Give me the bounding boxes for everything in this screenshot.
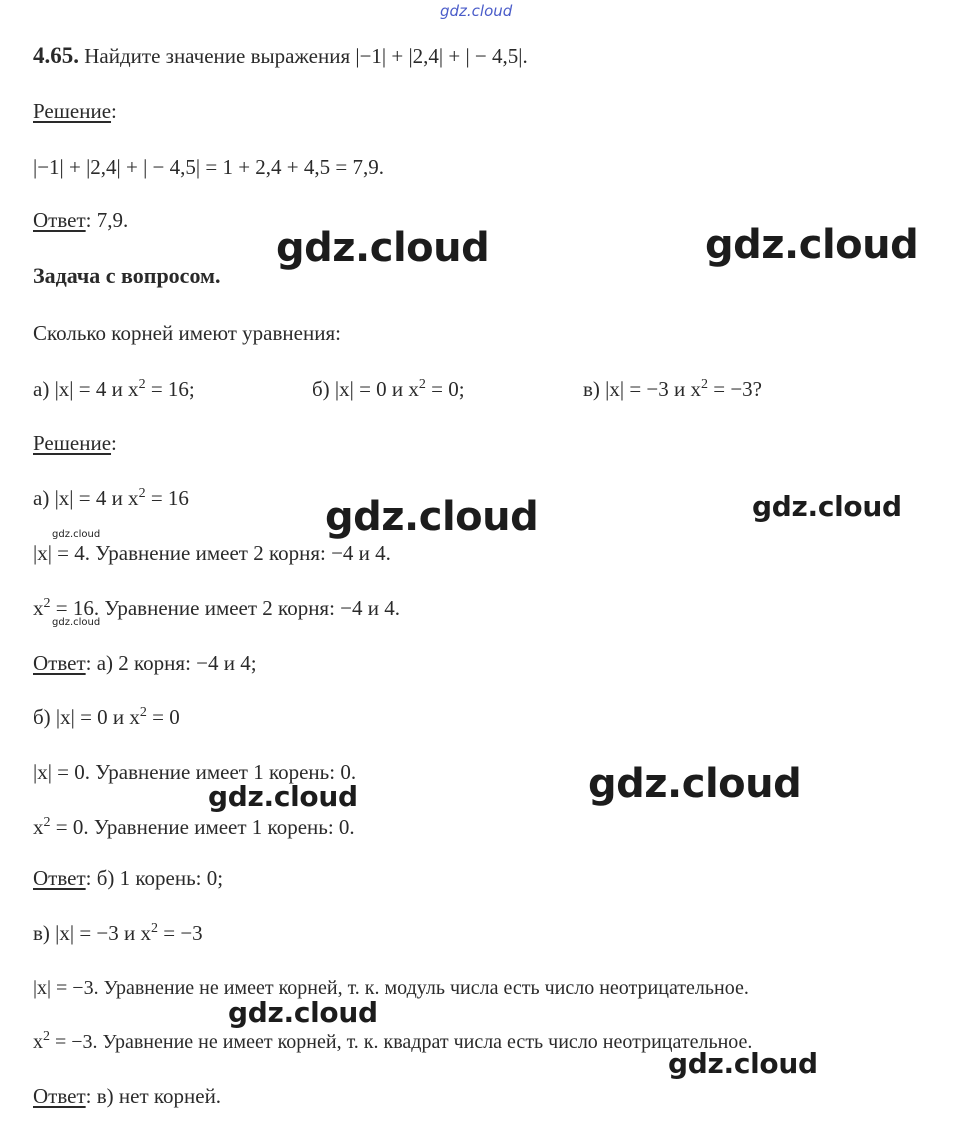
- watermark: gdz.cloud: [588, 761, 802, 807]
- watermark-small: gdz.cloud: [52, 617, 101, 628]
- solution-computation: |−1| + |2,4| + | − 4,5| = 1 + 2,4 + 4,5 = 7,9.: [33, 155, 384, 179]
- case-a-heading: а) |x| = 4 и $x^2 = 16$: [33, 486, 189, 510]
- task-heading: Задача с вопросом.: [33, 263, 221, 288]
- watermark: gdz.cloud: [276, 225, 490, 271]
- case-a-answer: Ответ: а) 2 корня: −4 и 4;: [33, 651, 257, 675]
- watermark: gdz.cloud: [752, 490, 902, 523]
- watermark: gdz.cloud: [668, 1047, 818, 1080]
- case-c-line2: $x^2 = -3$. Уравнение не имеет корней, т. к. квадрат числа есть число неотрицательное.: [33, 1029, 753, 1053]
- case-a-line2: $x^2 = 16$. Уравнение имеет 2 корня: −4 и 4.: [33, 596, 401, 620]
- problem-number: 4.65.: [33, 43, 79, 68]
- problem-text: Найдите значение выражения |−1| + |2,4| + | − 4,5|.: [84, 44, 528, 68]
- watermark: gdz.cloud: [208, 780, 358, 813]
- task-question: Сколько корней имеют уравнения:: [33, 321, 341, 345]
- solution-heading-2: Решение:: [33, 431, 117, 455]
- case-c-answer: Ответ: в) нет корней.: [33, 1084, 222, 1108]
- case-a-line1: |x| = 4. Уравнение имеет 2 корня: −4 и 4.: [33, 541, 391, 565]
- case-c-line1: |x| = −3. Уравнение не имеет корней, т. к. модуль числа есть число неотрицательное.: [33, 977, 749, 999]
- answer-value: : 7,9.: [85, 208, 129, 232]
- watermark-top: gdz.cloud: [440, 2, 513, 20]
- answer-label: Ответ: [33, 208, 86, 232]
- case-b-line2: $x^2 = 0$. Уравнение имеет 1 корень: 0.: [33, 815, 355, 839]
- watermark: gdz.cloud: [228, 996, 378, 1029]
- watermark: gdz.cloud: [325, 494, 539, 540]
- solution-heading: Решение:: [33, 99, 117, 123]
- option-c: в) |x| = −3 и $x^2 = -3$?: [583, 377, 763, 401]
- case-b-line1: |x| = 0. Уравнение имеет 1 корень: 0.: [33, 760, 357, 784]
- option-a: а) |x| = 4 и $x^2 = 16$;: [33, 377, 195, 401]
- problem-statement: [33, 43, 528, 69]
- task-options: [33, 376, 933, 406]
- watermark-small: gdz.cloud: [52, 529, 101, 540]
- solution-label: Решение: [33, 99, 112, 123]
- case-b-answer: Ответ: б) 1 корень: 0;: [33, 866, 224, 890]
- option-b: б) |x| = 0 и $x^2 = 0$;: [312, 377, 465, 401]
- watermark: gdz.cloud: [705, 222, 919, 268]
- answer-line: [33, 207, 128, 233]
- case-b-heading: б) |x| = 0 и $x^2 = 0$: [33, 705, 180, 729]
- solution-label-2: Решение: [33, 431, 112, 455]
- case-c-heading: в) |x| = −3 и $x^2 = -3$: [33, 921, 203, 945]
